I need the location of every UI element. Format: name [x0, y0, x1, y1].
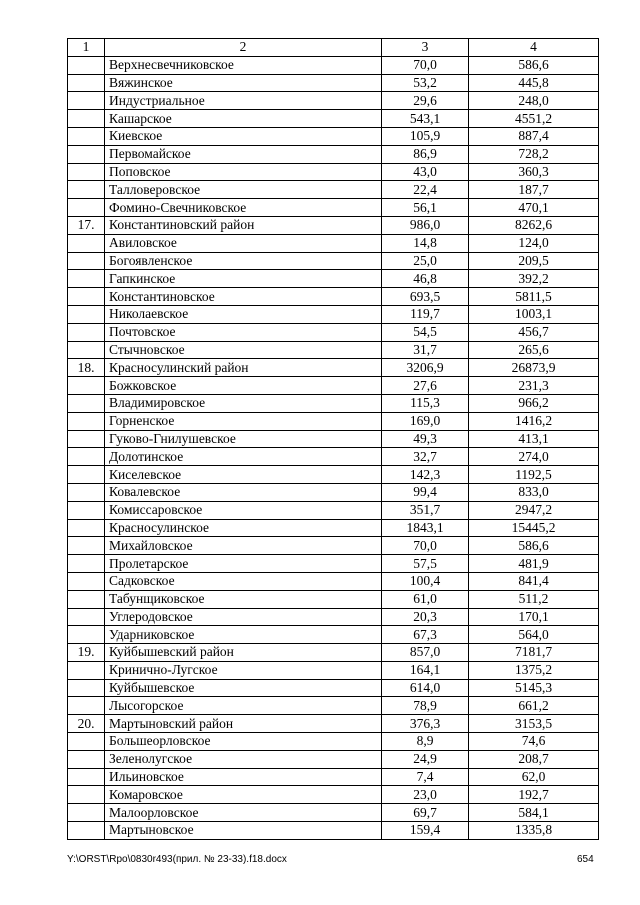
row-name-cell: Куйбышевское	[105, 679, 382, 697]
table-row	[68, 768, 599, 786]
header-col-3: 3	[382, 39, 469, 57]
footer-page-number: 654	[577, 854, 594, 865]
row-number-cell	[68, 377, 105, 395]
row-col3-value-cell: 20,3	[382, 608, 469, 626]
row-col4-value-cell: 124,0	[469, 234, 599, 252]
row-col3-value-cell: 8,9	[382, 733, 469, 751]
row-number-cell	[68, 466, 105, 484]
row-number-cell	[68, 412, 105, 430]
row-col4-value-cell: 413,1	[469, 430, 599, 448]
table-row	[68, 127, 599, 145]
row-number-cell: 18.	[68, 359, 105, 377]
row-number-cell: 19.	[68, 644, 105, 662]
row-name-cell: Зеленолугское	[105, 750, 382, 768]
row-col4-value-cell: 5145,3	[469, 679, 599, 697]
row-name-cell: Поповское	[105, 163, 382, 181]
table-row	[68, 750, 599, 768]
row-col3-value-cell: 169,0	[382, 412, 469, 430]
row-name-cell: Кринично-Лугское	[105, 661, 382, 679]
row-col4-value-cell: 1416,2	[469, 412, 599, 430]
row-col3-value-cell: 351,7	[382, 501, 469, 519]
table-row	[68, 572, 599, 590]
row-col3-value-cell: 614,0	[382, 679, 469, 697]
row-col4-value-cell: 511,2	[469, 590, 599, 608]
row-col3-value-cell: 32,7	[382, 448, 469, 466]
row-name-cell: Ильиновское	[105, 768, 382, 786]
row-number-cell: 17.	[68, 216, 105, 234]
row-number-cell	[68, 92, 105, 110]
row-name-cell: Ударниковское	[105, 626, 382, 644]
row-name-cell: Горненское	[105, 412, 382, 430]
table-row	[68, 822, 599, 840]
row-col4-value-cell: 7181,7	[469, 644, 599, 662]
row-col3-value-cell: 14,8	[382, 234, 469, 252]
row-col4-value-cell: 564,0	[469, 626, 599, 644]
header-col-1: 1	[68, 39, 105, 57]
row-number-cell	[68, 501, 105, 519]
row-col3-value-cell: 142,3	[382, 466, 469, 484]
row-name-cell: Фомино-Свечниковское	[105, 199, 382, 217]
header-row	[68, 39, 599, 57]
table-row	[68, 697, 599, 715]
row-name-cell: Почтовское	[105, 323, 382, 341]
row-name-cell: Углеродовское	[105, 608, 382, 626]
table-row	[68, 804, 599, 822]
row-number-cell	[68, 483, 105, 501]
table-row	[68, 590, 599, 608]
row-name-cell: Божковское	[105, 377, 382, 395]
row-col4-value-cell: 274,0	[469, 448, 599, 466]
row-col3-value-cell: 29,6	[382, 92, 469, 110]
row-col3-value-cell: 31,7	[382, 341, 469, 359]
table-row	[68, 56, 599, 74]
row-col3-value-cell: 986,0	[382, 216, 469, 234]
table-row	[68, 786, 599, 804]
row-name-cell: Стычновское	[105, 341, 382, 359]
row-name-cell: Верхнесвечниковское	[105, 56, 382, 74]
row-col4-value-cell: 1335,8	[469, 822, 599, 840]
table-row	[68, 555, 599, 573]
row-number-cell	[68, 555, 105, 573]
row-number-cell	[68, 430, 105, 448]
row-name-cell: Вяжинское	[105, 74, 382, 92]
row-number-cell	[68, 394, 105, 412]
row-col4-value-cell: 1192,5	[469, 466, 599, 484]
row-name-cell: Первомайское	[105, 145, 382, 163]
row-number-cell: 20.	[68, 715, 105, 733]
row-name-cell: Садковское	[105, 572, 382, 590]
row-col3-value-cell: 70,0	[382, 56, 469, 74]
row-number-cell	[68, 127, 105, 145]
row-col3-value-cell: 543,1	[382, 110, 469, 128]
row-name-cell: Богоявленское	[105, 252, 382, 270]
table-row	[68, 181, 599, 199]
table-row	[68, 430, 599, 448]
row-col3-value-cell: 7,4	[382, 768, 469, 786]
row-name-cell: Киселевское	[105, 466, 382, 484]
table-row	[68, 501, 599, 519]
row-name-cell: Николаевское	[105, 305, 382, 323]
row-col4-value-cell: 170,1	[469, 608, 599, 626]
row-col4-value-cell: 360,3	[469, 163, 599, 181]
row-number-cell	[68, 181, 105, 199]
row-name-cell: Киевское	[105, 127, 382, 145]
table-row	[68, 234, 599, 252]
table-row	[68, 679, 599, 697]
row-col4-value-cell: 74,6	[469, 733, 599, 751]
row-col3-value-cell: 57,5	[382, 555, 469, 573]
row-col3-value-cell: 23,0	[382, 786, 469, 804]
row-col4-value-cell: 208,7	[469, 750, 599, 768]
row-col3-value-cell: 105,9	[382, 127, 469, 145]
row-name-cell: Мартыновский район	[105, 715, 382, 733]
row-number-cell	[68, 786, 105, 804]
table-row	[68, 519, 599, 537]
row-number-cell	[68, 305, 105, 323]
table-row	[68, 270, 599, 288]
row-number-cell	[68, 252, 105, 270]
row-name-cell: Авиловское	[105, 234, 382, 252]
row-col3-value-cell: 376,3	[382, 715, 469, 733]
row-col4-value-cell: 231,3	[469, 377, 599, 395]
row-number-cell	[68, 270, 105, 288]
row-col4-value-cell: 841,4	[469, 572, 599, 590]
row-col3-value-cell: 78,9	[382, 697, 469, 715]
row-col4-value-cell: 1003,1	[469, 305, 599, 323]
row-name-cell: Комиссаровское	[105, 501, 382, 519]
row-number-cell	[68, 145, 105, 163]
row-col4-value-cell: 887,4	[469, 127, 599, 145]
table-row-district	[68, 715, 599, 733]
table-row	[68, 661, 599, 679]
row-number-cell	[68, 323, 105, 341]
row-name-cell: Лысогорское	[105, 697, 382, 715]
row-col3-value-cell: 164,1	[382, 661, 469, 679]
row-col4-value-cell: 1375,2	[469, 661, 599, 679]
row-col3-value-cell: 69,7	[382, 804, 469, 822]
row-col4-value-cell: 392,2	[469, 270, 599, 288]
row-name-cell: Красносулинское	[105, 519, 382, 537]
row-number-cell	[68, 697, 105, 715]
row-col3-value-cell: 43,0	[382, 163, 469, 181]
row-number-cell	[68, 822, 105, 840]
row-number-cell	[68, 537, 105, 555]
row-name-cell: Константиновское	[105, 288, 382, 306]
row-name-cell: Малоорловское	[105, 804, 382, 822]
row-col4-value-cell: 2947,2	[469, 501, 599, 519]
table-row	[68, 323, 599, 341]
row-name-cell: Ковалевское	[105, 483, 382, 501]
row-name-cell: Константиновский район	[105, 216, 382, 234]
row-col4-value-cell: 26873,9	[469, 359, 599, 377]
row-col4-value-cell: 4551,2	[469, 110, 599, 128]
row-number-cell	[68, 733, 105, 751]
row-col3-value-cell: 56,1	[382, 199, 469, 217]
row-col4-value-cell: 833,0	[469, 483, 599, 501]
row-col4-value-cell: 3153,5	[469, 715, 599, 733]
row-number-cell	[68, 74, 105, 92]
table-row	[68, 145, 599, 163]
row-col4-value-cell: 15445,2	[469, 519, 599, 537]
row-number-cell	[68, 608, 105, 626]
table-row	[68, 733, 599, 751]
row-number-cell	[68, 679, 105, 697]
row-col3-value-cell: 86,9	[382, 145, 469, 163]
row-name-cell: Индустриальное	[105, 92, 382, 110]
table-row	[68, 483, 599, 501]
row-name-cell: Пролетарское	[105, 555, 382, 573]
row-name-cell: Долотинское	[105, 448, 382, 466]
row-col3-value-cell: 857,0	[382, 644, 469, 662]
row-number-cell	[68, 110, 105, 128]
row-number-cell	[68, 288, 105, 306]
row-col3-value-cell: 54,5	[382, 323, 469, 341]
table-row-district	[68, 359, 599, 377]
data-table	[67, 38, 599, 840]
table-row	[68, 377, 599, 395]
table-row	[68, 412, 599, 430]
row-col3-value-cell: 159,4	[382, 822, 469, 840]
table-row	[68, 394, 599, 412]
row-col3-value-cell: 22,4	[382, 181, 469, 199]
row-number-cell	[68, 661, 105, 679]
row-col4-value-cell: 248,0	[469, 92, 599, 110]
row-col4-value-cell: 584,1	[469, 804, 599, 822]
row-col3-value-cell: 46,8	[382, 270, 469, 288]
table-row	[68, 163, 599, 181]
row-col4-value-cell: 187,7	[469, 181, 599, 199]
row-name-cell: Владимировское	[105, 394, 382, 412]
row-name-cell: Гуково-Гнилушевское	[105, 430, 382, 448]
row-number-cell	[68, 626, 105, 644]
row-col4-value-cell: 966,2	[469, 394, 599, 412]
row-number-cell	[68, 199, 105, 217]
row-col3-value-cell: 67,3	[382, 626, 469, 644]
row-col3-value-cell: 119,7	[382, 305, 469, 323]
table-row	[68, 110, 599, 128]
table-row	[68, 537, 599, 555]
row-col3-value-cell: 693,5	[382, 288, 469, 306]
row-number-cell	[68, 56, 105, 74]
row-name-cell: Комаровское	[105, 786, 382, 804]
row-number-cell	[68, 572, 105, 590]
row-col3-value-cell: 49,3	[382, 430, 469, 448]
row-col4-value-cell: 470,1	[469, 199, 599, 217]
row-col4-value-cell: 445,8	[469, 74, 599, 92]
row-col3-value-cell: 1843,1	[382, 519, 469, 537]
footer-file-path: Y:\ORST\Rpo\0830r493(прил. № 23-33).f18.docx	[67, 854, 287, 865]
table-row	[68, 199, 599, 217]
row-col4-value-cell: 661,2	[469, 697, 599, 715]
row-col3-value-cell: 100,4	[382, 572, 469, 590]
table-row	[68, 448, 599, 466]
row-col3-value-cell: 53,2	[382, 74, 469, 92]
table-row	[68, 305, 599, 323]
row-col4-value-cell: 209,5	[469, 252, 599, 270]
header-col-2: 2	[105, 39, 382, 57]
row-col3-value-cell: 70,0	[382, 537, 469, 555]
row-col3-value-cell: 99,4	[382, 483, 469, 501]
row-col3-value-cell: 3206,9	[382, 359, 469, 377]
row-number-cell	[68, 519, 105, 537]
row-name-cell: Кашарское	[105, 110, 382, 128]
row-col4-value-cell: 192,7	[469, 786, 599, 804]
row-col4-value-cell: 62,0	[469, 768, 599, 786]
table-row	[68, 341, 599, 359]
row-number-cell	[68, 590, 105, 608]
row-col4-value-cell: 586,6	[469, 537, 599, 555]
row-col3-value-cell: 24,9	[382, 750, 469, 768]
table-row	[68, 92, 599, 110]
row-name-cell: Большеорловское	[105, 733, 382, 751]
table-header	[68, 39, 599, 57]
table-row	[68, 252, 599, 270]
row-number-cell	[68, 163, 105, 181]
row-name-cell: Михайловское	[105, 537, 382, 555]
row-col4-value-cell: 481,9	[469, 555, 599, 573]
table-row	[68, 288, 599, 306]
row-number-cell	[68, 234, 105, 252]
table-row-district	[68, 644, 599, 662]
row-col4-value-cell: 265,6	[469, 341, 599, 359]
row-col3-value-cell: 61,0	[382, 590, 469, 608]
header-col-4: 4	[469, 39, 599, 57]
row-col4-value-cell: 5811,5	[469, 288, 599, 306]
row-col4-value-cell: 728,2	[469, 145, 599, 163]
row-col3-value-cell: 25,0	[382, 252, 469, 270]
row-name-cell: Талловеровское	[105, 181, 382, 199]
row-number-cell	[68, 341, 105, 359]
row-name-cell: Гапкинское	[105, 270, 382, 288]
row-name-cell: Мартыновское	[105, 822, 382, 840]
table-body	[68, 56, 599, 839]
table-row	[68, 626, 599, 644]
row-number-cell	[68, 448, 105, 466]
table-row	[68, 466, 599, 484]
row-col4-value-cell: 456,7	[469, 323, 599, 341]
row-number-cell	[68, 768, 105, 786]
row-number-cell	[68, 804, 105, 822]
table-row	[68, 608, 599, 626]
row-col4-value-cell: 8262,6	[469, 216, 599, 234]
row-col3-value-cell: 27,6	[382, 377, 469, 395]
table-row-district	[68, 216, 599, 234]
row-name-cell: Куйбышевский район	[105, 644, 382, 662]
row-col4-value-cell: 586,6	[469, 56, 599, 74]
row-col3-value-cell: 115,3	[382, 394, 469, 412]
row-name-cell: Красносулинский район	[105, 359, 382, 377]
row-number-cell	[68, 750, 105, 768]
table-row	[68, 74, 599, 92]
row-name-cell: Табунщиковское	[105, 590, 382, 608]
